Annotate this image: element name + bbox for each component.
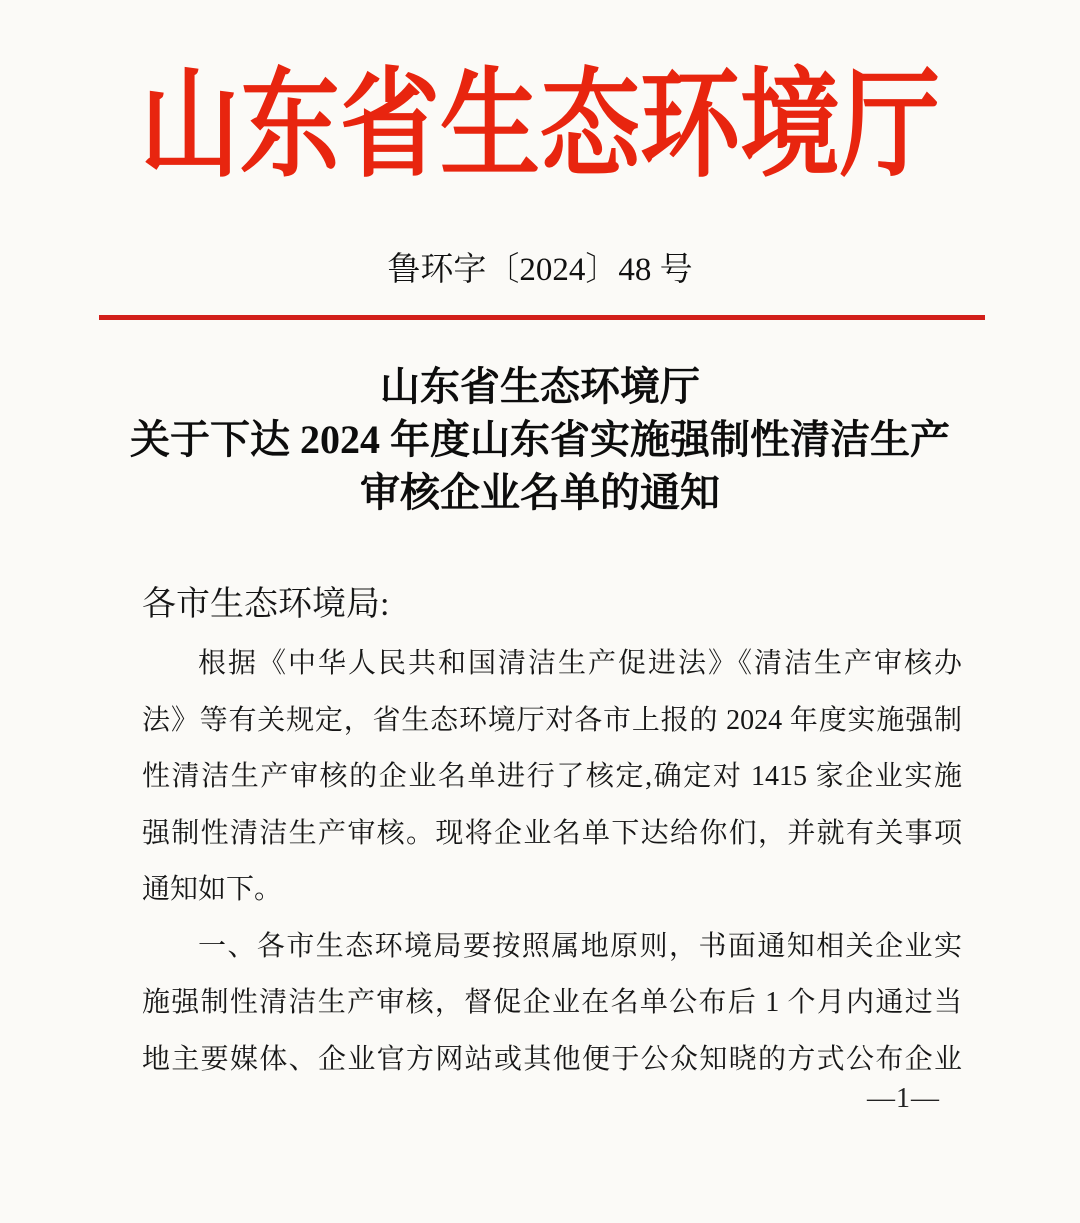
document-title-line-3: 审核企业名单的通知 <box>360 470 720 515</box>
body-line: 根据《中华人民共和国清洁生产促进法》《清洁生产审核办 <box>198 648 962 679</box>
body-line: 地主要媒体、企业官方网站或其他便于公众知晓的方式公布企业 <box>142 1043 962 1075</box>
body-line: 法》等有关规定，省生态环境厅对各市上报的 2024 年度实施强制 <box>142 704 962 736</box>
body-line: 性清洁生产审核的企业名单进行了核定,确定对 1415 家企业实施 <box>142 761 962 792</box>
body-line: 通知如下。 <box>142 874 283 905</box>
document-number: 鲁环字〔2024〕48 号 <box>387 252 693 288</box>
document-title-line-2: 关于下达 2024 年度山东省实施强制性清洁生产 <box>130 417 950 462</box>
letterhead-title: 山东省生态环境厅 <box>140 60 940 192</box>
salutation: 各市生态环境局: <box>142 586 390 623</box>
body-line: 一、各市生态环境局要按照属地原则，书面通知相关企业实 <box>198 930 962 962</box>
red-divider-rule <box>99 315 985 320</box>
document-title <box>0 360 1080 519</box>
body-line: 施强制性清洁生产审核，督促企业在名单公布后 1 个月内通过当 <box>142 987 962 1018</box>
document-body <box>142 574 962 1088</box>
page-number: —1— <box>867 1083 940 1114</box>
document-title-line-1: 山东省生态环境厅 <box>380 364 700 409</box>
body-line: 强制性清洁生产审核。现将企业名单下达给你们，并就有关事项 <box>142 817 962 849</box>
